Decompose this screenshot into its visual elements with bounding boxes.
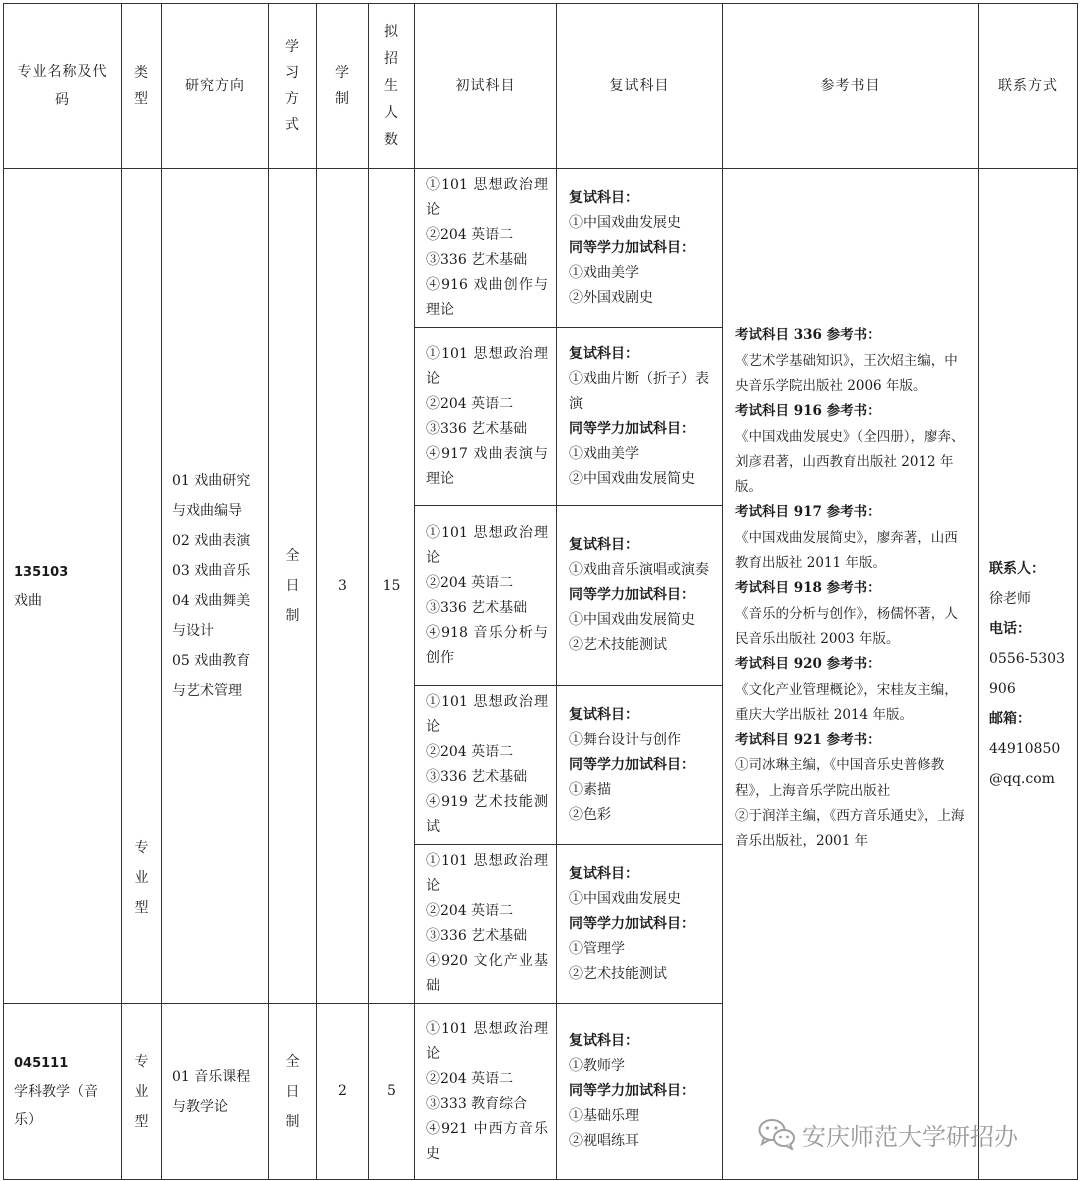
header-quota: 拟招生人数	[369, 4, 415, 169]
duration-value: 3	[317, 169, 369, 1004]
mode-cell	[269, 169, 317, 1004]
mode-value: 全日制	[285, 1053, 300, 1130]
direction-item: 03 戏曲音乐	[172, 563, 251, 579]
contact-email: 44910850@qq.com	[989, 741, 1061, 787]
direction-item: 05 戏曲教育与艺术管理	[172, 653, 251, 699]
header-initial: 初试科目	[415, 4, 557, 169]
watermark-text: 安庆师范大学研招办	[802, 1122, 1018, 1151]
contact-cell	[979, 169, 1078, 1180]
wechat-icon	[758, 1118, 796, 1150]
initial-subjects: ①101 思想政治理论 ②204 英语二 ③333 教育综合 ④921 中西方音乐史	[415, 1004, 557, 1180]
direction-cell	[162, 1004, 269, 1180]
header-mode: 学习方式	[269, 4, 317, 169]
contact-phone-label: 电话：	[989, 621, 1031, 637]
direction-item: 01 音乐课程与教学论	[172, 1068, 251, 1115]
quota-value: 5	[369, 1004, 415, 1180]
header-major: 专业名称及代码	[4, 4, 122, 169]
header-retest: 复试科目	[557, 4, 723, 169]
type-cell	[122, 169, 162, 1004]
retest-subjects: 复试科目： ①中国戏曲发展史 同等学力加试科目： ①戏曲美学 ②外国戏剧史	[557, 169, 723, 328]
initial-subjects: ①101 思想政治理论 ②204 英语二 ③336 艺术基础 ④917 戏曲表演与理论	[415, 328, 557, 506]
retest-subjects: 复试科目： ①教师学 同等学力加试科目： ①基础乐理 ②视唱练耳	[557, 1004, 723, 1180]
major-cell	[4, 169, 122, 1004]
admissions-table	[3, 3, 1078, 1180]
mode-value: 全日制	[285, 548, 300, 624]
type-value: 专业型	[134, 1053, 149, 1130]
contact-person-label: 联系人：	[989, 561, 1045, 577]
type-value: 专业型	[134, 840, 149, 916]
major-name: 戏曲	[14, 592, 42, 609]
retest-subjects: 复试科目： ①戏曲音乐演唱或演奏 同等学力加试科目： ①中国戏曲发展简史 ②艺术技能测试	[557, 506, 723, 686]
duration-value: 2	[317, 1004, 369, 1180]
quota-value: 15	[369, 169, 415, 1004]
major-code: 045111	[14, 1056, 69, 1071]
direction-item: 01 戏曲研究与戏曲编导	[172, 473, 251, 519]
direction-item: 04 戏曲舞美与设计	[172, 593, 251, 639]
reference-books: 考试科目 336 参考书： 《艺术学基础知识》，王次炤主编，中央音乐学院出版社 2006 年版。 考试科目 916 参考书： 《中国戏曲发展史》（全四册），廖奔、刘彦君著，山西教育出版社 2012 年版。 考试科目 917 参考书： 《中国戏曲发展简史》，廖奔著，山西教育出版社 2011 年版。 考试科目 918 参考书： 《音乐的分析与创作》，杨儒怀著，人民音乐出版社 2003 年版。 考试科目 920 参考书： 《文化产业管理概论》，宋桂友主编，重庆大学出版社 2014 年版。 考试科目 921 参考书： ①司冰琳主编，《中国音乐史普修教程》，上海音乐学院出版社 ②于润洋主编，《西方音乐通史》，上海音乐出版社，2001 年	[723, 169, 979, 1180]
contact-phone: 0556-5303906	[989, 651, 1065, 697]
watermark	[758, 1116, 1018, 1152]
type-cell	[122, 1004, 162, 1180]
initial-subjects: ①101 思想政治理论 ②204 英语二 ③336 艺术基础 ④916 戏曲创作与理论	[415, 169, 557, 328]
retest-subjects: 复试科目： ①舞台设计与创作 同等学力加试科目： ①素描 ②色彩	[557, 686, 723, 845]
header-duration: 学制	[317, 4, 369, 169]
mode-cell	[269, 1004, 317, 1180]
direction-cell	[162, 169, 269, 1004]
major-name: 学科教学（音乐）	[14, 1084, 98, 1128]
table-header	[4, 4, 1078, 169]
initial-subjects: ①101 思想政治理论 ②204 英语二 ③336 艺术基础 ④918 音乐分析与创作	[415, 506, 557, 686]
major-code: 135103	[14, 564, 69, 580]
contact-email-label: 邮箱：	[989, 711, 1031, 727]
retest-subjects: 复试科目： ①中国戏曲发展史 同等学力加试科目： ①管理学 ②艺术技能测试	[557, 845, 723, 1004]
contact-person: 徐老师	[989, 591, 1031, 607]
initial-subjects: ①101 思想政治理论 ②204 英语二 ③336 艺术基础 ④919 艺术技能测试	[415, 686, 557, 845]
major-cell	[4, 1004, 122, 1180]
initial-subjects: ①101 思想政治理论 ②204 英语二 ③336 艺术基础 ④920 文化产业基础	[415, 845, 557, 1004]
direction-item: 02 戏曲表演	[172, 533, 251, 549]
header-direction: 研究方向	[162, 4, 269, 169]
header-books: 参考书目	[723, 4, 979, 169]
header-contact: 联系方式	[979, 4, 1078, 169]
retest-subjects: 复试科目： ①戏曲片断（折子）表演 同等学力加试科目： ①戏曲美学 ②中国戏曲发展简史	[557, 328, 723, 506]
header-type: 类型	[122, 4, 162, 169]
